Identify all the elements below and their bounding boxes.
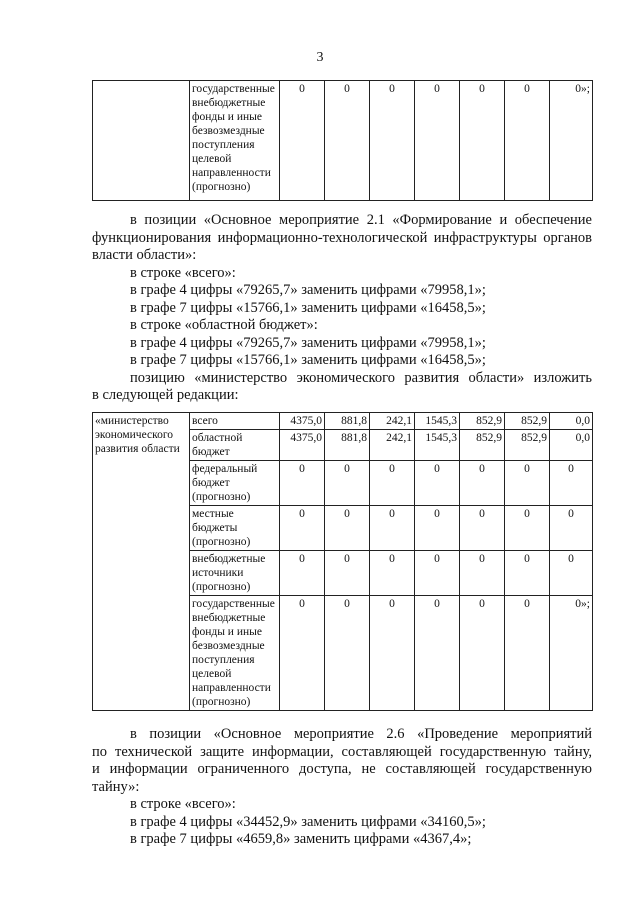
text-line: в графе 4 цифры «34452,9» заменить цифрами «34160,5»; <box>130 813 486 830</box>
ministry-budget-table <box>92 412 593 711</box>
value-cell: 0 <box>550 461 593 506</box>
value-cell: 0 <box>460 461 505 506</box>
value-cell: 0 <box>415 596 460 711</box>
organization-cell: «министерство экономического развития области <box>93 413 190 711</box>
value-cell: 0 <box>325 551 370 596</box>
value-cell: 0 <box>550 506 593 551</box>
value-cell: 0 <box>505 551 550 596</box>
text-line: в графе 4 цифры «79265,7» заменить цифрами «79958,1»; <box>130 282 486 298</box>
value-cell: 0 <box>370 81 415 201</box>
text-line: в графе 7 цифры «4659,8» заменить цифрами «4367,4»; <box>130 831 472 847</box>
value-cell: 1545,3 <box>415 413 460 430</box>
amendment-paragraph-2-6 <box>92 726 592 849</box>
row-label: государственные внебюджетные фонды и иные безвозмездные поступления целевой направленности (прогнозно) <box>190 596 280 711</box>
value-cell: 0 <box>370 506 415 551</box>
text-line: в графе 7 цифры «15766,1» заменить цифрами «16458,5»; <box>130 352 486 368</box>
value-cell: 4375,0 <box>280 413 325 430</box>
value-cell: 0 <box>415 551 460 596</box>
text-line: по технической защите информации, составляющей государственную тайну, <box>92 743 592 760</box>
value-cell: 242,1 <box>370 413 415 430</box>
empty-cell <box>93 81 190 201</box>
text-line: в позиции «Основное мероприятие 2.6 «Проведение мероприятий <box>130 726 592 742</box>
value-cell: 0 <box>460 81 505 201</box>
value-cell: 881,8 <box>325 430 370 461</box>
value-cell: 0 <box>370 461 415 506</box>
value-cell: 0 <box>550 551 593 596</box>
value-cell: 0 <box>505 81 550 201</box>
text-line: позицию «министерство экономического развития области» изложить <box>130 369 592 386</box>
value-cell: 0 <box>415 506 460 551</box>
value-cell: 0 <box>325 81 370 201</box>
value-cell: 881,8 <box>325 413 370 430</box>
value-cell: 0,0 <box>550 413 593 430</box>
value-cell: 0 <box>325 596 370 711</box>
row-label: областной бюджет <box>190 430 280 461</box>
text-line: в позиции «Основное мероприятие 2.1 «Формирование и обеспечение <box>130 212 592 228</box>
text-line: в строке «областной бюджет»: <box>130 317 318 333</box>
value-cell: 0 <box>460 551 505 596</box>
budget-table-continuation <box>92 80 593 201</box>
value-cell: 0 <box>280 461 325 506</box>
value-cell: 0 <box>280 506 325 551</box>
value-cell: 852,9 <box>505 430 550 461</box>
value-cell: 4375,0 <box>280 430 325 461</box>
row-label: внебюджетные источники (прогнозно) <box>190 551 280 596</box>
value-cell: 0 <box>415 461 460 506</box>
value-cell: 0»; <box>550 596 593 711</box>
value-cell: 0 <box>505 596 550 711</box>
text-line: власти области»: <box>92 247 197 263</box>
value-cell: 0 <box>280 551 325 596</box>
value-cell: 242,1 <box>370 430 415 461</box>
value-cell: 0 <box>505 461 550 506</box>
table-row <box>93 81 593 201</box>
row-label: местные бюджеты (прогнозно) <box>190 506 280 551</box>
value-cell: 0 <box>415 81 460 201</box>
text-line: функционирования информационно-технологической инфраструктуры органов <box>92 229 592 246</box>
value-cell: 0,0 <box>550 430 593 461</box>
value-cell: 0 <box>370 596 415 711</box>
value-cell: 852,9 <box>505 413 550 430</box>
amendment-paragraph-2-1 <box>92 212 592 405</box>
value-cell: 0 <box>280 596 325 711</box>
value-cell: 0 <box>370 551 415 596</box>
value-cell: 0 <box>505 506 550 551</box>
text-line: в графе 7 цифры «15766,1» заменить цифрами «16458,5»; <box>130 299 486 316</box>
value-cell: 0 <box>325 506 370 551</box>
text-line: в следующей редакции: <box>92 387 239 403</box>
text-line: в графе 4 цифры «79265,7» заменить цифрами «79958,1»; <box>130 334 486 351</box>
value-cell: 852,9 <box>460 413 505 430</box>
row-label: федеральный бюджет (прогнозно) <box>190 461 280 506</box>
value-cell: 852,9 <box>460 430 505 461</box>
row-label: всего <box>190 413 280 430</box>
text-line: тайну»: <box>92 778 140 795</box>
text-line: в строке «всего»: <box>130 796 236 812</box>
value-cell: 1545,3 <box>415 430 460 461</box>
value-cell: 0 <box>280 81 325 201</box>
text-line: и информации ограниченного доступа, не составляющей государственную <box>92 761 592 777</box>
value-cell: 0 <box>325 461 370 506</box>
value-cell: 0»; <box>550 81 593 201</box>
text-line: в строке «всего»: <box>130 264 236 281</box>
table-row <box>93 413 593 430</box>
row-label: государственные внебюджетные фонды и иные безвозмездные поступления целевой направленности (прогнозно) <box>190 81 280 201</box>
page-number: 3 <box>316 50 324 65</box>
value-cell: 0 <box>460 596 505 711</box>
value-cell: 0 <box>460 506 505 551</box>
